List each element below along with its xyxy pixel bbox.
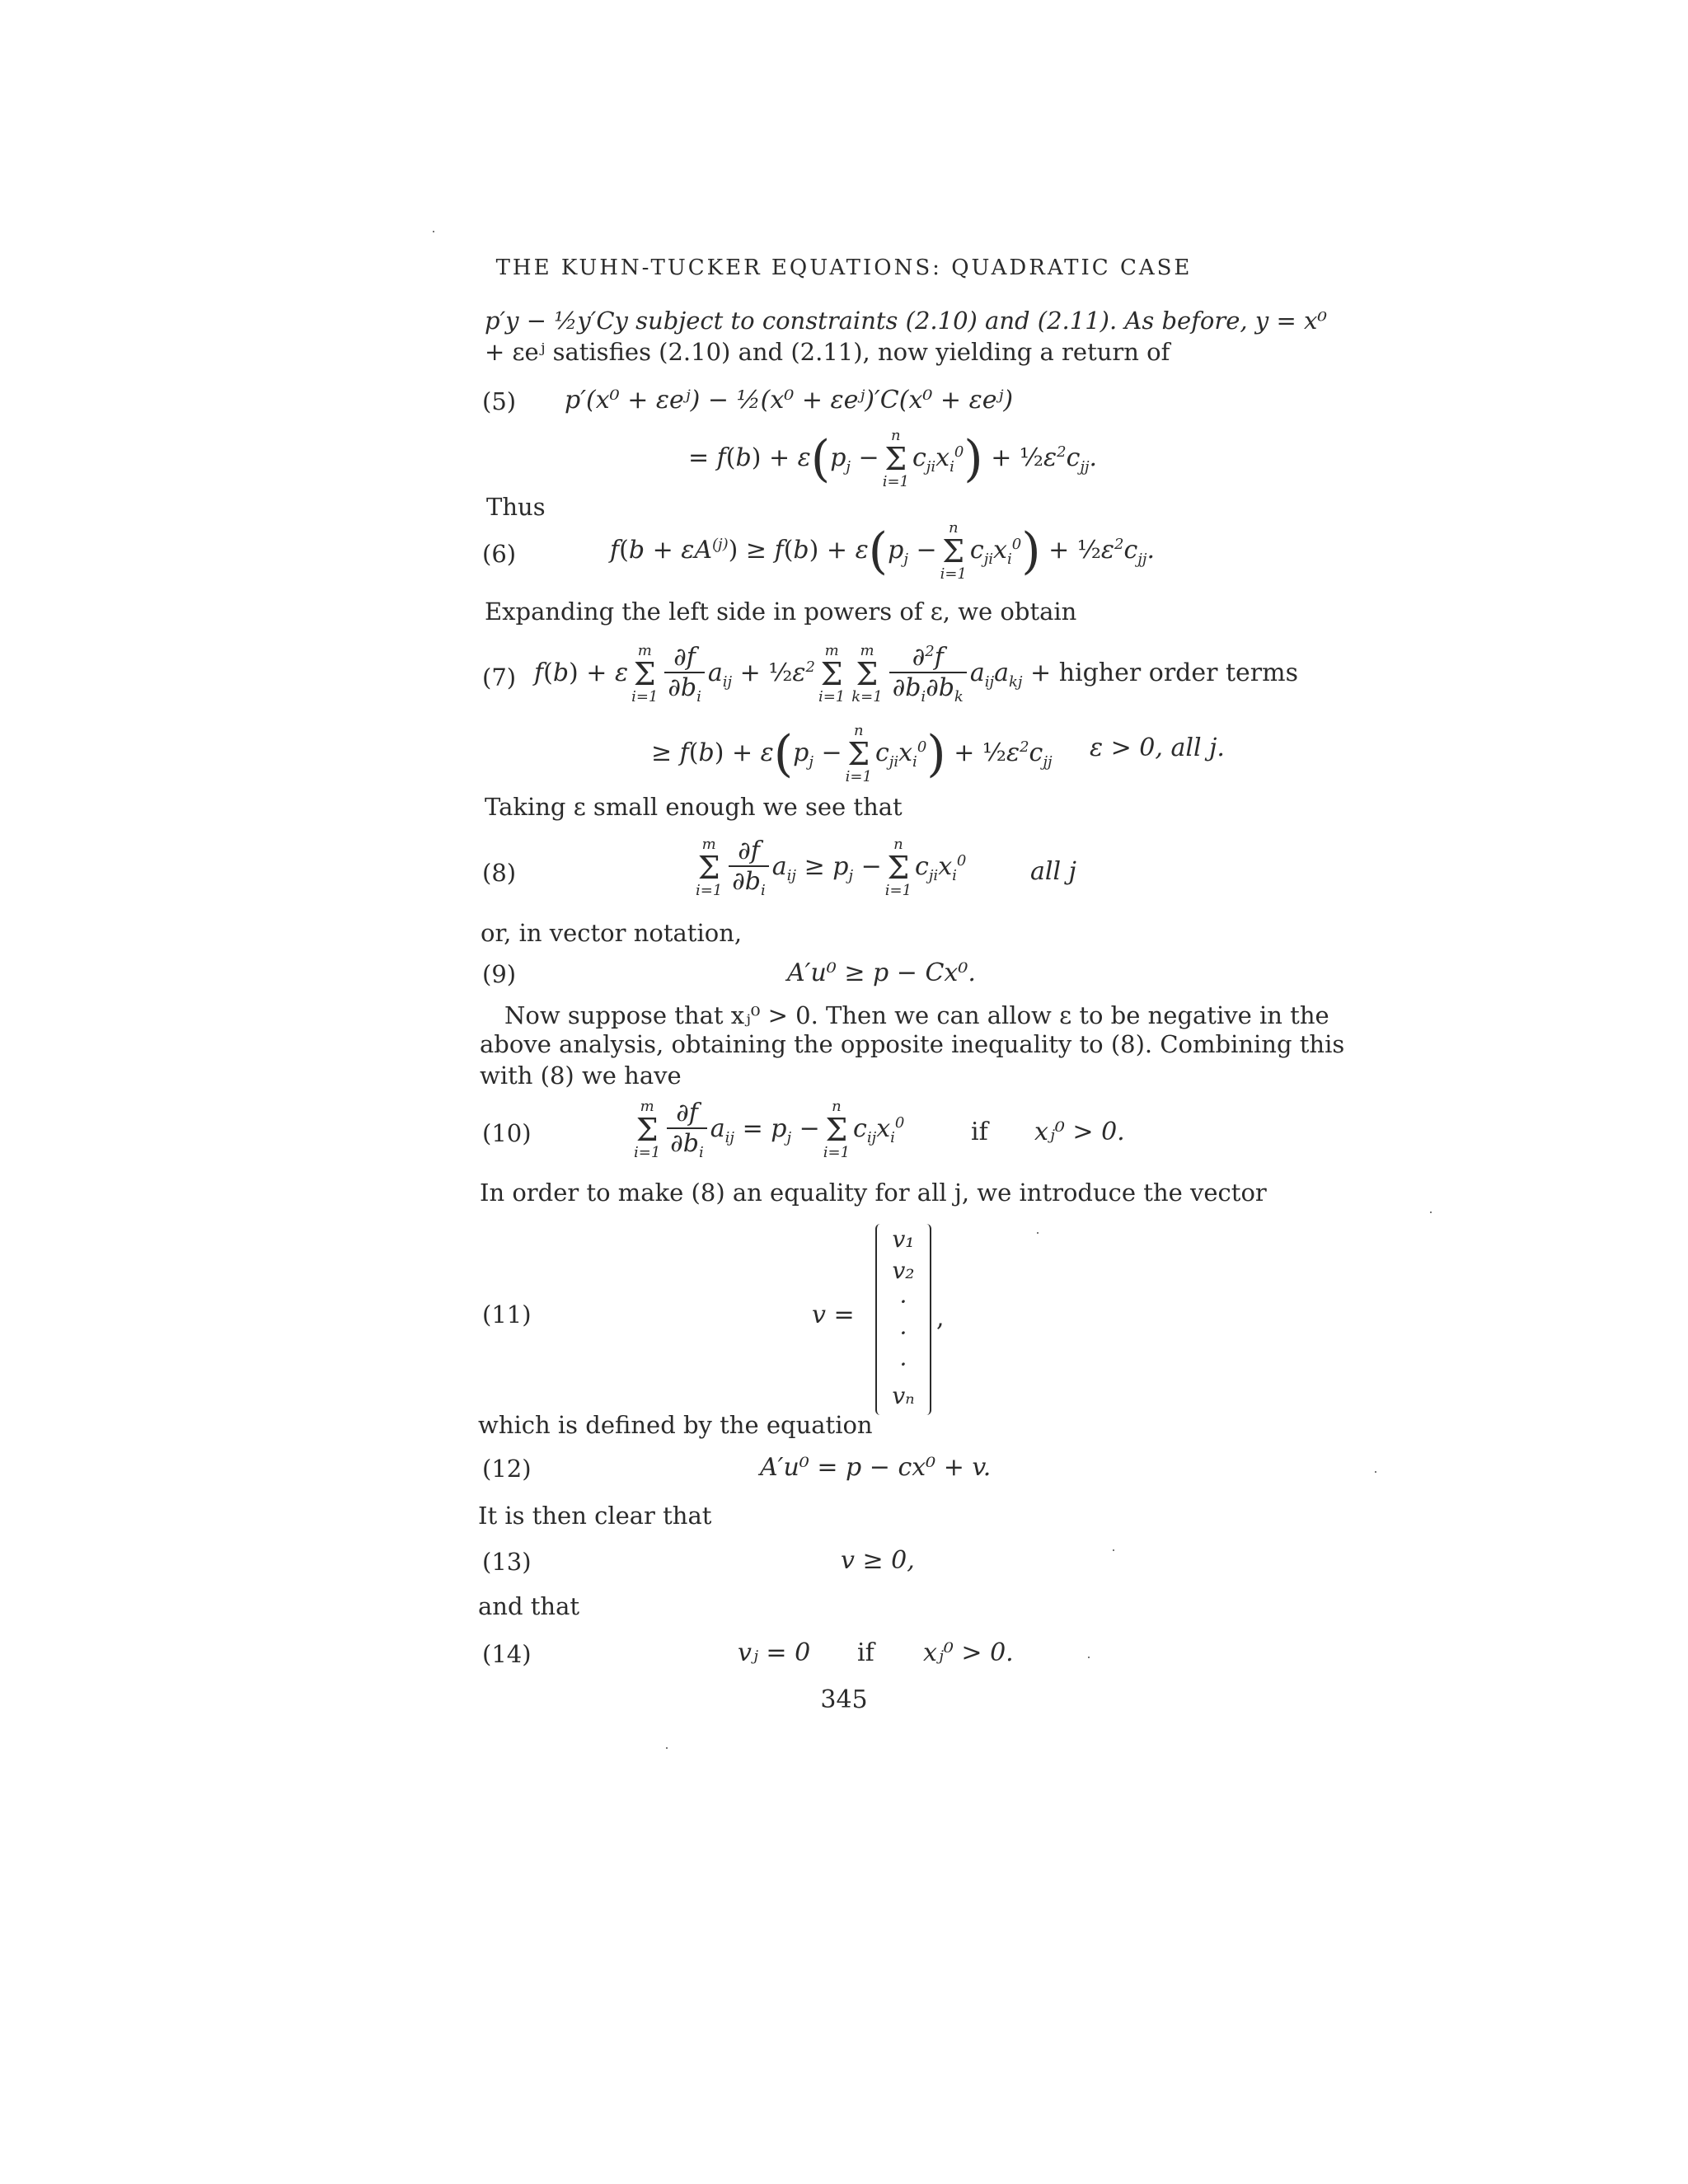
scan-speck bbox=[433, 231, 434, 232]
scan-speck bbox=[1375, 1471, 1376, 1473]
vector-v bbox=[875, 1224, 931, 1415]
eq-number-11: (11) bbox=[482, 1301, 532, 1329]
eq10-condition: xⱼ⁰ > 0. bbox=[1034, 1118, 1125, 1146]
eq-number-6: (6) bbox=[482, 540, 517, 568]
eq7-line2: ≥ $f(b) + \varepsilon(p_j$ − n Σ i=1 $c_{ji}x_i^0$) + $\frac{1}{2}\varepsilon^2c_{jj}$ bbox=[651, 722, 1053, 785]
eq9: A′u⁰ ≥ p − Cx⁰. bbox=[787, 958, 976, 987]
eq14-condition: xⱼ⁰ > 0. bbox=[923, 1638, 1014, 1667]
vector-entry: · bbox=[899, 1288, 907, 1315]
eq-number-9: (9) bbox=[482, 960, 517, 988]
scan-speck bbox=[666, 1747, 668, 1749]
thus-text: Thus bbox=[486, 493, 546, 521]
eq11-comma: , bbox=[936, 1304, 945, 1333]
scan-speck bbox=[1088, 1657, 1090, 1658]
intro-line-2: + εeʲ satisfies (2.10) and (2.11), now yielding a return of bbox=[485, 338, 1170, 366]
eq-number-10: (10) bbox=[482, 1119, 532, 1147]
vector-entry: · bbox=[899, 1319, 907, 1347]
now-line-1: Now suppose that xⱼ⁰ > 0. Then we can allow ε to be negative in the bbox=[504, 1001, 1329, 1029]
eq5-line1: p′(x⁰ + εeʲ) − ½(x⁰ + εeʲ)′C(x⁰ + εeʲ) bbox=[565, 386, 1014, 415]
eq10-if-text: if bbox=[971, 1118, 988, 1146]
vector-entry: v₁ bbox=[892, 1226, 915, 1253]
eq-number-14: (14) bbox=[482, 1640, 532, 1668]
eq11-lhs: v = bbox=[812, 1301, 855, 1329]
eq10: m Σ i=1 $\frac{\partial f}{\partial b_i}$ $a_{ij} = p_j$ − n Σ i=1 $c_{ij}x_i^0$ bbox=[634, 1098, 905, 1161]
in-order-text: In order to make (8) an equality for all j, we introduce the vector bbox=[480, 1179, 1267, 1207]
eq-number-7: (7) bbox=[482, 663, 517, 691]
eps-all-j-text: ε > 0, all j. bbox=[1090, 733, 1225, 762]
scan-speck bbox=[1037, 1232, 1039, 1234]
vector-entry: · bbox=[899, 1351, 907, 1378]
eq6: $f(b + \varepsilon A^{(j)}) \ge f(b) + \varepsilon(p_j$ − n Σ i=1 $c_{ji}x_i^0$) + $\frac{1}{2}\varepsilon^2c_{jj}$. bbox=[610, 519, 1155, 583]
eq-number-12: (12) bbox=[482, 1455, 532, 1483]
eq14-if-text: if bbox=[857, 1638, 874, 1667]
eq-number-8: (8) bbox=[482, 859, 517, 887]
vector-notation-text: or, in vector notation, bbox=[481, 919, 743, 947]
now-line-2: above analysis, obtaining the opposite inequality to (8). Combining this bbox=[480, 1030, 1345, 1058]
scan-speck bbox=[1430, 1212, 1432, 1213]
eq5-line2: = $f(b) + \varepsilon(p_j$ − n Σ i=1 $c_{ji}x_i^0$) + $\frac{1}{2}\varepsilon^2c_{jj}$. bbox=[688, 427, 1098, 490]
eq12: A′u⁰ = p − cx⁰ + v. bbox=[760, 1453, 992, 1482]
eq8: m Σ i=1 $\frac{\partial f}{\partial b_i}$ $a_{ij} \ge p_j$ − n Σ i=1 $c_{ji}x_i^0$ bbox=[696, 836, 967, 899]
defined-by-text: which is defined by the equation bbox=[478, 1411, 873, 1439]
eq-number-13: (13) bbox=[482, 1548, 532, 1576]
then-clear-text: It is then clear that bbox=[478, 1502, 712, 1530]
eq13: v ≥ 0, bbox=[841, 1546, 915, 1575]
now-line-3: with (8) we have bbox=[480, 1062, 682, 1090]
scan-speck bbox=[1113, 1549, 1114, 1551]
intro-line-1: p′y − ½y′Cy subject to constraints (2.10) and (2.11). As before, y = x⁰ bbox=[485, 307, 1327, 335]
page-number: 345 bbox=[820, 1685, 868, 1714]
and-that-text: and that bbox=[478, 1592, 580, 1620]
taking-text: Taking ε small enough we see that bbox=[485, 793, 903, 821]
vector-entry: v₂ bbox=[892, 1257, 915, 1284]
vector-entry: vₙ bbox=[892, 1382, 915, 1409]
all-j-text: all j bbox=[1030, 857, 1076, 886]
eq7-line1: f(b) + ε m Σ i=1 $\frac{\partial f}{\partial b_i}$ $a_{ij}$ + $\frac{1}{2}\varepsilon^2$ m Σ i=1 m Σ k=1 $\frac{\partial^2f}{\partial b_i\partial b_k}$ $a_{ij}a_{kj}$ + higher order terms bbox=[534, 642, 1298, 705]
eq-number-5: (5) bbox=[482, 387, 517, 415]
running-header: THE KUHN-TUCKER EQUATIONS: QUADRATIC CASE bbox=[495, 255, 1193, 280]
eq14-lhs: vⱼ = 0 bbox=[738, 1638, 811, 1667]
higher-order-text: higher order terms bbox=[1058, 658, 1298, 687]
expanding-text: Expanding the left side in powers of ε, we obtain bbox=[485, 598, 1077, 626]
